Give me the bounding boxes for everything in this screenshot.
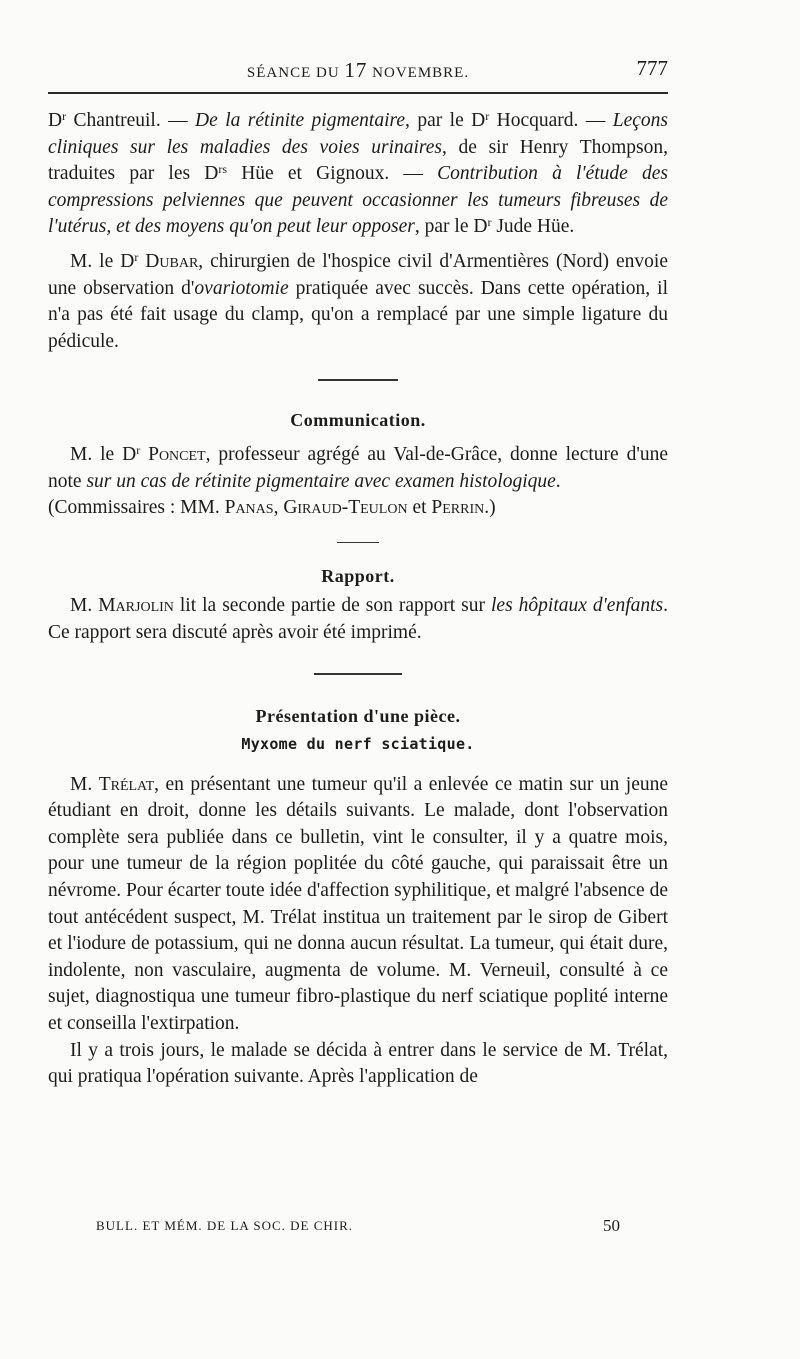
running-title — [48, 58, 668, 83]
paragraph-commissaires — [48, 495, 668, 522]
book-title: Contribution à l'étude des compressions pelviennes que peuvent occasionner les tumeurs fibreuses de l'utérus, et des moyens qu'on peut leur opposer — [48, 163, 669, 238]
running-title-post: NOVEMBRE. — [367, 65, 470, 81]
text: , par le D — [414, 216, 488, 238]
superscript: r — [136, 442, 141, 457]
text: Hüe et Gignoux. — — [227, 163, 438, 185]
text: M. — [70, 773, 99, 795]
superscript: r — [487, 215, 492, 230]
text: . Ce rapport sera discuté après avoir été imprimé. — [48, 595, 669, 643]
text: M. le D — [70, 443, 137, 465]
paragraph-trelat — [48, 772, 668, 1038]
text: , professeur agrégé au Val-de-Grâce, donne lecture d'une note — [48, 443, 668, 492]
text: M. — [70, 595, 99, 617]
paragraph-operation — [48, 1038, 668, 1091]
paragraph-correspondence — [48, 108, 668, 241]
text: . — [555, 470, 561, 492]
person-name: Trélat — [98, 773, 155, 795]
page-footer — [48, 1218, 668, 1240]
section-heading-presentation: Présentation d'une pièce. — [255, 705, 461, 726]
text: , — [273, 497, 284, 519]
text: Chantreuil. — — [66, 110, 196, 131]
text: , chirurgien de l'hospice civil d'Armentières (Nord) envoie une observation d' — [48, 250, 668, 299]
book-title: De la rétinite pigmentaire — [195, 110, 406, 131]
footer-title: BULL. ET MÉM. DE LA SOC. DE CHIR. — [96, 1218, 354, 1233]
paragraph-dubar — [48, 249, 668, 355]
section-divider — [318, 379, 398, 381]
paragraph-poncet — [48, 442, 668, 495]
person-name: Panas — [224, 497, 274, 519]
superscript: r — [134, 249, 139, 264]
signature-mark: 50 — [603, 1216, 620, 1235]
superscript: r — [485, 109, 490, 123]
running-head — [48, 58, 668, 84]
superscript: rs — [218, 162, 228, 177]
text: (Commissaires : MM. — [48, 497, 225, 519]
text: Il y a trois jours, le malade se décida à entrer dans le service de M. Trélat, qui pratiqua l'opération suivante. Après l'application de — [48, 1039, 668, 1088]
article-body — [48, 108, 668, 1091]
person-name: Marjolin — [98, 595, 174, 617]
emphasis: ovariotomie — [194, 277, 289, 299]
text: Jude Hüe. — [491, 216, 575, 238]
text: , de sir Henry Thompson, traduites par les D — [48, 136, 669, 185]
running-title-pre: SÉANCE DU — [246, 65, 345, 81]
text: .) — [484, 497, 496, 519]
superscript: r — [62, 109, 67, 123]
text: M. le D — [70, 250, 135, 272]
section-divider — [314, 673, 402, 675]
section-subtitle: Myxome du nerf sciatique. — [241, 735, 475, 754]
emphasis: les hôpitaux d'enfants — [491, 595, 664, 617]
text: lit la seconde partie de son rapport sur — [173, 595, 491, 617]
section-divider — [337, 542, 379, 543]
text: Hocquard. — — [489, 110, 613, 131]
book-title: Leçons cliniques sur les maladies des voies urinaires — [48, 110, 668, 158]
person-name: Giraud-Teulon — [283, 497, 408, 519]
section-heading-rapport: Rapport. — [321, 565, 395, 586]
person-name: Poncet — [140, 443, 206, 465]
header-rule — [48, 92, 668, 94]
page-number: 777 — [636, 56, 668, 80]
emphasis: sur un cas de rétinite pigmentaire avec examen histologique — [86, 470, 556, 492]
text: et — [407, 497, 432, 519]
running-title-day: 17 — [344, 58, 368, 82]
text: D — [48, 110, 63, 131]
text: , en présentant une tumeur qu'il a enlevée ce matin sur un jeune étudiant en droit, donne les détails suivants. Le malade, dont l'observation complète sera publiée dans ce bulletin, vint le consulter, il y a quatre mois, pour une tumeur de la région poplitée du côté gauche, qui paraissait être un névrome. Pour écarter toute idée d'affection syphilitique, et malgré l'absence de tout antécédent suspect, M. Trélat institua un traitement par le sirop de Gibert et l'iodure de potassium, qui ne donna aucun résultat. La tumeur, qui était dure, indolente, non vasculaire, augmenta de volume. M. Verneuil, consulté à ce sujet, diagnostiqua une tumeur fibro-plastique du nerf sciatique poplité interne et conseilla l'extirpation. — [48, 773, 669, 1035]
text: pratiquée avec succès. Dans cette opération, il n'a pas été fait usage du clamp, qu'on a remplacé par une simple ligature du pédicule. — [48, 277, 668, 352]
text: , par le D — [405, 110, 486, 131]
paragraph-marjolin — [48, 593, 668, 646]
person-name: Perrin — [431, 497, 485, 519]
section-heading-communication: Communication. — [290, 410, 426, 431]
person-name: Dubar — [138, 250, 199, 272]
